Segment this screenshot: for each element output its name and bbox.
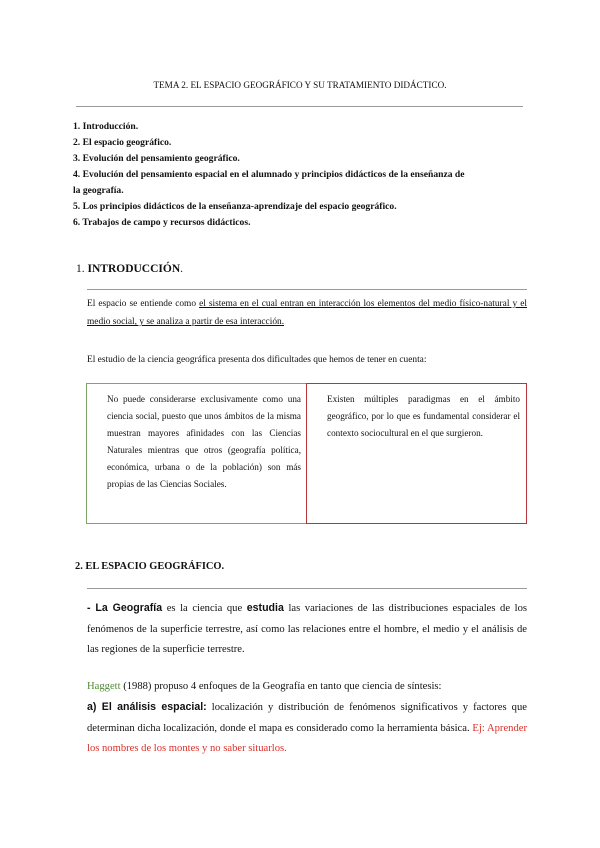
geografia-definition: - La Geografía es la ciencia que estudia las variaciones de las distribuciones espaciales de los fenómenos de la superficie terrestre, así como las relaciones entre el hombre, el medio y el análisis de las regiones de la superficie terrestre. bbox=[87, 602, 527, 655]
haggett-paragraph: Haggett (1988) propuso 4 enfoques de la Geografía en tanto que ciencia de síntesis: bbox=[87, 681, 442, 692]
table-of-contents bbox=[73, 119, 465, 231]
example-text: Ej: Aprender los nombres de los montes y no saber situarlos. bbox=[87, 722, 527, 754]
section1-divider bbox=[87, 289, 527, 290]
toc-item: 2. El espacio geográfico. bbox=[73, 137, 172, 148]
section-heading-introduccion: 1. INTRODUCCIÓN. bbox=[76, 263, 184, 275]
toc-item: 4. Evolución del pensamiento espacial en el alumnado y principios didácticos de la enseñanza de bbox=[73, 169, 465, 180]
section2-divider bbox=[87, 588, 527, 589]
difficulty-box-right bbox=[306, 383, 527, 524]
definition-underlined: el sistema en el cual entran en interacción los elementos del medio físico-natural y el medio social, y se analiza a partir de esa interacción. bbox=[87, 299, 527, 327]
toc-item: 5. Los principios didácticos de la enseñanza-aprendizaje del espacio geográfico. bbox=[73, 201, 397, 212]
difficulties-intro: El estudio de la ciencia geográfica presenta dos dificultades que hemos de tener en cuenta: bbox=[87, 355, 427, 365]
document-title: TEMA 2. EL ESPACIO GEOGRÁFICO Y SU TRATAMIENTO DIDÁCTICO. bbox=[153, 80, 447, 90]
difficulty-text-right: Existen múltiples paradigmas en el ámbito geográfico, por lo que es fundamental considerar el contexto sociocultural en el que surgieron. bbox=[327, 394, 520, 438]
toc-item: la geografía. bbox=[73, 185, 124, 196]
toc-item: 1. Introducción. bbox=[73, 121, 139, 132]
haggett-name: Haggett bbox=[87, 681, 121, 692]
difficulty-text-left: No puede considerarse exclusivamente como una ciencia social, puesto que unos ámbitos de la misma muestran mayores afinidades con las Ciencias Naturales mientras que otros (geografía política, económica, urbana o de la población) son más propias de las Ciencias Sociales. bbox=[107, 394, 301, 489]
title-divider bbox=[76, 106, 523, 107]
toc-item: 6. Trabajos de campo y recursos didácticos. bbox=[73, 217, 251, 228]
analisis-espacial-paragraph: a) El análisis espacial: localización y distribución de fenómenos significativos y factores que determinan dicha localización, donde el mapa es considerado como la herramienta básica. Ej: Aprender los nombres de los montes y no saber situarlos. bbox=[87, 701, 527, 754]
section-heading-espacio-geografico: 2. EL ESPACIO GEOGRÁFICO. bbox=[75, 561, 225, 572]
difficulty-box-left bbox=[86, 383, 307, 524]
definition-paragraph: El espacio se entiende como el sistema en el cual entran en interacción los elementos del medio físico-natural y el medio social, y se analiza a partir de esa interacción. bbox=[87, 299, 527, 327]
analisis-espacial-label: a) El análisis espacial: bbox=[87, 701, 207, 713]
toc-item: 3. Evolución del pensamiento geográfico. bbox=[73, 153, 240, 164]
